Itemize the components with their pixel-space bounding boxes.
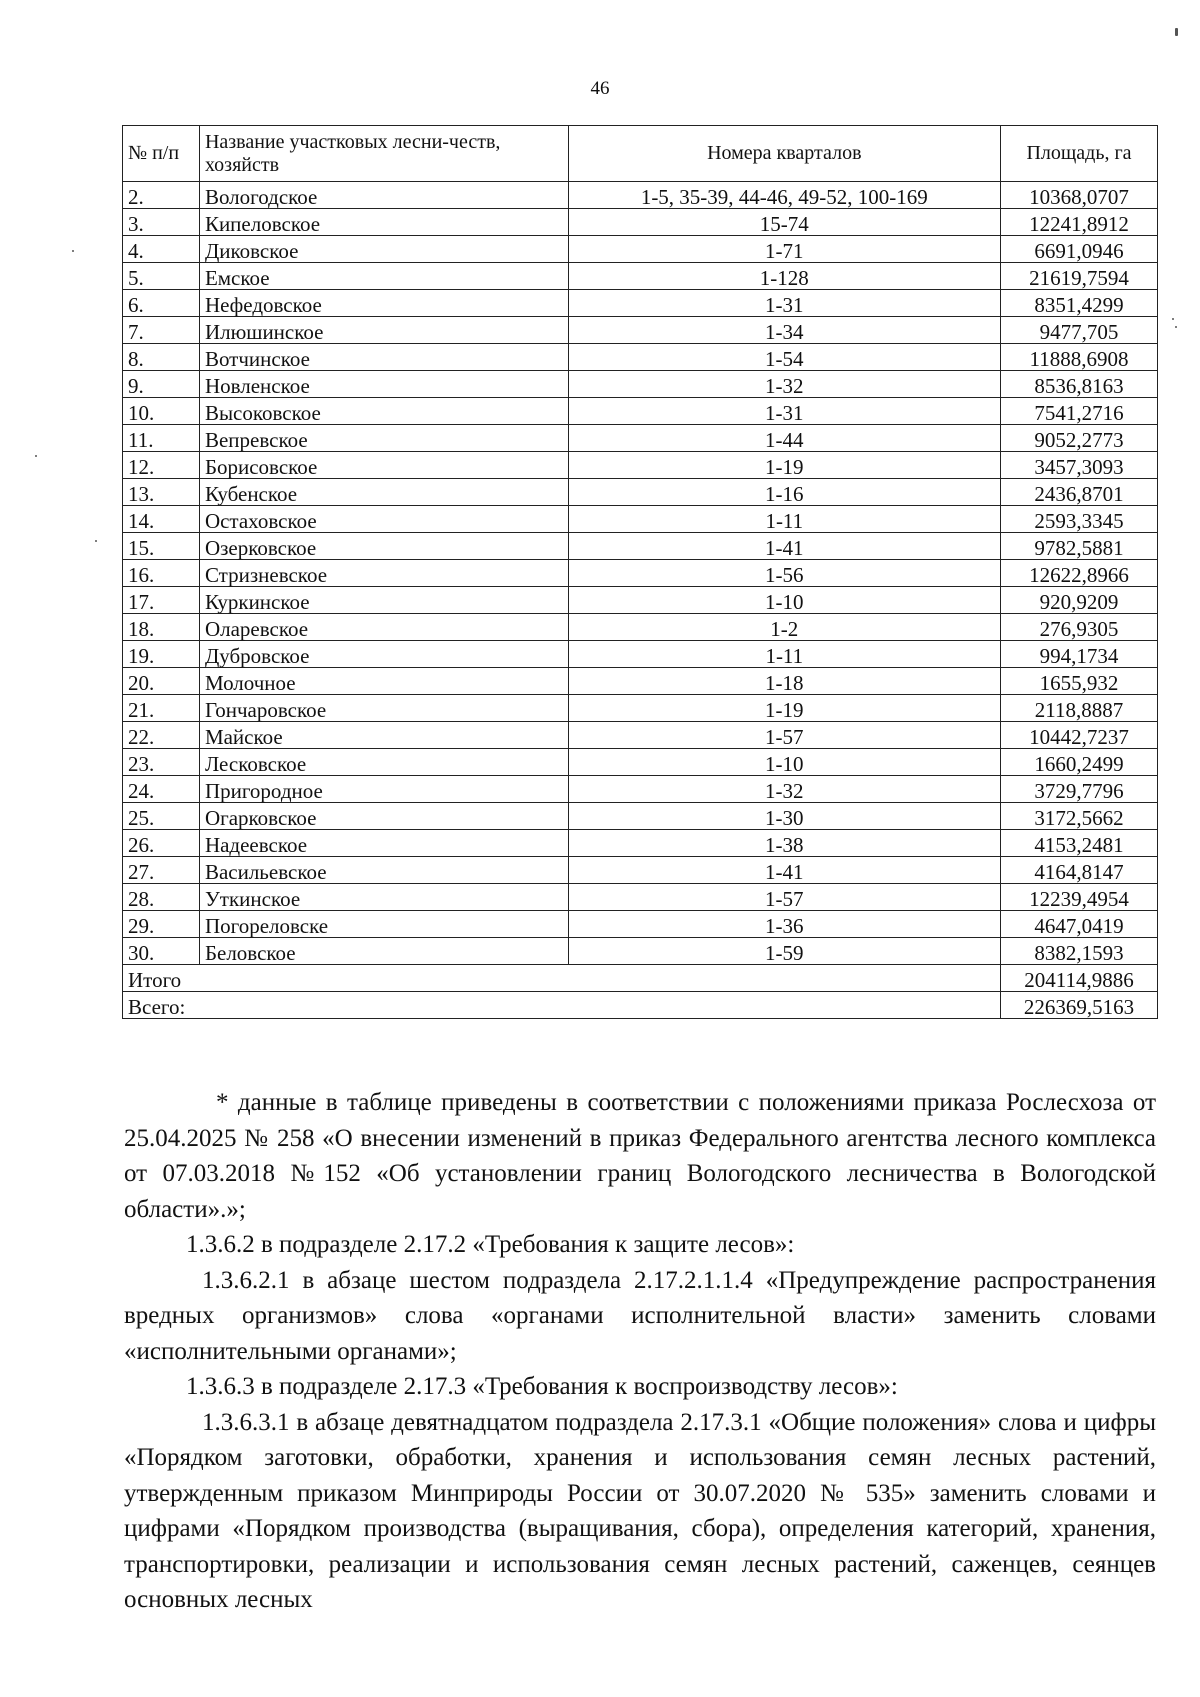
cell-quarters: 1-30	[568, 803, 1000, 830]
cell-name: Куркинское	[199, 587, 568, 614]
table-row	[123, 614, 1158, 641]
table-row	[123, 236, 1158, 263]
cell-quarters: 15-74	[568, 209, 1000, 236]
cell-name: Погореловске	[199, 911, 568, 938]
cell-quarters: 1-56	[568, 560, 1000, 587]
cell-num: 22.	[123, 722, 200, 749]
table-row	[123, 371, 1158, 398]
cell-name: Высоковское	[199, 398, 568, 425]
cell-num: 7.	[123, 317, 200, 344]
table-row	[123, 911, 1158, 938]
cell-num: 9.	[123, 371, 200, 398]
cell-num: 5.	[123, 263, 200, 290]
table-row	[123, 884, 1158, 911]
table-row	[123, 587, 1158, 614]
cell-quarters: 1-41	[568, 857, 1000, 884]
cell-num: 30.	[123, 938, 200, 965]
cell-quarters: 1-10	[568, 587, 1000, 614]
cell-num: 11.	[123, 425, 200, 452]
table-row	[123, 803, 1158, 830]
cell-name: Емское	[199, 263, 568, 290]
cell-quarters: 1-54	[568, 344, 1000, 371]
table-row	[123, 182, 1158, 209]
cell-quarters: 1-19	[568, 452, 1000, 479]
cell-area: 12239,4954	[1001, 884, 1158, 911]
cell-area: 2436,8701	[1001, 479, 1158, 506]
cell-name: Кубенское	[199, 479, 568, 506]
cell-num: 29.	[123, 911, 200, 938]
table-row	[123, 506, 1158, 533]
cell-quarters: 1-59	[568, 938, 1000, 965]
cell-num: 2.	[123, 182, 200, 209]
cell-name: Стризневское	[199, 560, 568, 587]
body-text	[124, 1085, 1156, 1618]
paragraph-1-3-6-2-1: 1.3.6.2.1 в абзаце шестом подраздела 2.17.2.1.1.4 «Предупреждение распространения вредных организмов» слова «органами исполнительной власти» заменить словами «исполнительными органами»;	[124, 1266, 1156, 1365]
cell-area: 9782,5881	[1001, 533, 1158, 560]
cell-num: 4.	[123, 236, 200, 263]
cell-num: 18.	[123, 614, 200, 641]
scan-speck	[1172, 318, 1174, 320]
cell-name: Дубровское	[199, 641, 568, 668]
cell-name: Уткинское	[199, 884, 568, 911]
table-row	[123, 344, 1158, 371]
table-row	[123, 668, 1158, 695]
cell-quarters: 1-44	[568, 425, 1000, 452]
cell-num: 14.	[123, 506, 200, 533]
table-row	[123, 209, 1158, 236]
cell-area: 3729,7796	[1001, 776, 1158, 803]
scan-speck	[95, 540, 97, 542]
cell-quarters: 1-38	[568, 830, 1000, 857]
cell-num: 27.	[123, 857, 200, 884]
cell-num: 26.	[123, 830, 200, 857]
cell-area: 2118,8887	[1001, 695, 1158, 722]
total-area: 204114,9886	[1001, 965, 1158, 992]
cell-quarters: 1-10	[568, 749, 1000, 776]
cell-area: 9052,2773	[1001, 425, 1158, 452]
total-area: 226369,5163	[1001, 992, 1158, 1019]
cell-name: Кипеловское	[199, 209, 568, 236]
cell-quarters: 1-2	[568, 614, 1000, 641]
header-name: Название участковых лесни-честв, хозяйств	[199, 126, 568, 182]
cell-quarters: 1-19	[568, 695, 1000, 722]
page-number: 46	[590, 78, 610, 99]
table-row	[123, 290, 1158, 317]
cell-area: 8382,1593	[1001, 938, 1158, 965]
cell-num: 23.	[123, 749, 200, 776]
cell-quarters: 1-32	[568, 371, 1000, 398]
cell-name: Надеевское	[199, 830, 568, 857]
cell-name: Озерковское	[199, 533, 568, 560]
cell-name: Вепревское	[199, 425, 568, 452]
scan-speck	[1175, 326, 1177, 328]
total-label: Всего:	[123, 992, 1001, 1019]
cell-num: 15.	[123, 533, 200, 560]
cell-quarters: 1-41	[568, 533, 1000, 560]
cell-num: 24.	[123, 776, 200, 803]
cell-num: 10.	[123, 398, 200, 425]
scan-speck	[35, 455, 37, 457]
footnote-paragraph: * данные в таблице приведены в соответствии с положениями приказа Рослесхоза от 25.04.2025 № 258 «О внесении изменений в приказ Федерального агентства лесного комплекса от 07.03.2018 №152 «Об установлении границ Вологодского лесничества в Вологодской области».»;	[124, 1089, 1156, 1223]
table-row	[123, 452, 1158, 479]
table-row	[123, 479, 1158, 506]
cell-quarters: 1-11	[568, 506, 1000, 533]
cell-quarters: 1-11	[568, 641, 1000, 668]
table-row	[123, 560, 1158, 587]
cell-quarters: 1-128	[568, 263, 1000, 290]
header-area: Площадь, га	[1001, 126, 1158, 182]
table-row	[123, 533, 1158, 560]
table-row	[123, 317, 1158, 344]
table-row	[123, 830, 1158, 857]
cell-name: Гончаровское	[199, 695, 568, 722]
cell-area: 12241,8912	[1001, 209, 1158, 236]
cell-area: 4153,2481	[1001, 830, 1158, 857]
cell-num: 16.	[123, 560, 200, 587]
table-row	[123, 641, 1158, 668]
cell-quarters: 1-36	[568, 911, 1000, 938]
cell-num: 28.	[123, 884, 200, 911]
table-row	[123, 749, 1158, 776]
cell-num: 12.	[123, 452, 200, 479]
table-row	[123, 776, 1158, 803]
cell-area: 10442,7237	[1001, 722, 1158, 749]
table-header-row	[123, 126, 1158, 182]
cell-name: Борисовское	[199, 452, 568, 479]
cell-quarters: 1-5, 35-39, 44-46, 49-52, 100-169	[568, 182, 1000, 209]
cell-area: 1660,2499	[1001, 749, 1158, 776]
cell-name: Беловское	[199, 938, 568, 965]
cell-area: 7541,2716	[1001, 398, 1158, 425]
cell-name: Пригородное	[199, 776, 568, 803]
table-row	[123, 722, 1158, 749]
paragraph-1-3-6-3-1: 1.3.6.3.1 в абзаце девятнадцатом подраздела 2.17.3.1 «Общие положения» слова и цифры «Порядком заготовки, обработки, хранения и использования семян лесных растений, утвержденным приказом Минприроды России от 30.07.2020 № 535» заменить словами и цифрами «Порядком производства (выращивания, сбора), определения категорий, хранения, транспортировки, реализации и использования семян лесных растений, саженцев, сеянцев основных лесных	[124, 1408, 1156, 1613]
cell-num: 17.	[123, 587, 200, 614]
cell-name: Новленское	[199, 371, 568, 398]
cell-num: 21.	[123, 695, 200, 722]
cell-area: 2593,3345	[1001, 506, 1158, 533]
table-row	[123, 938, 1158, 965]
cell-quarters: 1-57	[568, 884, 1000, 911]
total-label: Итого	[123, 965, 1001, 992]
cell-num: 8.	[123, 344, 200, 371]
cell-area: 12622,8966	[1001, 560, 1158, 587]
cell-area: 994,1734	[1001, 641, 1158, 668]
cell-area: 11888,6908	[1001, 344, 1158, 371]
cell-area: 6691,0946	[1001, 236, 1158, 263]
scan-speck	[1175, 28, 1178, 36]
cell-area: 9477,705	[1001, 317, 1158, 344]
cell-name: Майское	[199, 722, 568, 749]
cell-name: Васильевское	[199, 857, 568, 884]
cell-name: Оларевское	[199, 614, 568, 641]
header-num: № п/п	[123, 126, 200, 182]
cell-quarters: 1-32	[568, 776, 1000, 803]
header-quarters: Номера кварталов	[568, 126, 1000, 182]
table-body	[123, 182, 1158, 1019]
cell-area: 4647,0419	[1001, 911, 1158, 938]
cell-area: 276,9305	[1001, 614, 1158, 641]
cell-name: Вотчинское	[199, 344, 568, 371]
cell-quarters: 1-31	[568, 290, 1000, 317]
cell-num: 19.	[123, 641, 200, 668]
table-row	[123, 398, 1158, 425]
cell-area: 21619,7594	[1001, 263, 1158, 290]
cell-area: 920,9209	[1001, 587, 1158, 614]
cell-quarters: 1-34	[568, 317, 1000, 344]
cell-area: 8351,4299	[1001, 290, 1158, 317]
cell-area: 10368,0707	[1001, 182, 1158, 209]
cell-name: Диковское	[199, 236, 568, 263]
cell-num: 25.	[123, 803, 200, 830]
cell-quarters: 1-16	[568, 479, 1000, 506]
paragraph-1-3-6-2: 1.3.6.2 в подразделе 2.17.2 «Требования к защите лесов»:	[186, 1231, 795, 1258]
cell-area: 8536,8163	[1001, 371, 1158, 398]
cell-area: 4164,8147	[1001, 857, 1158, 884]
cell-name: Нефедовское	[199, 290, 568, 317]
cell-num: 3.	[123, 209, 200, 236]
cell-num: 13.	[123, 479, 200, 506]
cell-quarters: 1-31	[568, 398, 1000, 425]
table-row	[123, 857, 1158, 884]
table-total-row	[123, 965, 1158, 992]
cell-name: Остаховское	[199, 506, 568, 533]
cell-name: Лесковское	[199, 749, 568, 776]
table-row	[123, 425, 1158, 452]
cell-name: Огарковское	[199, 803, 568, 830]
cell-area: 3457,3093	[1001, 452, 1158, 479]
cell-name: Вологодское	[199, 182, 568, 209]
table-row	[123, 263, 1158, 290]
table-row	[123, 695, 1158, 722]
cell-num: 6.	[123, 290, 200, 317]
cell-quarters: 1-57	[568, 722, 1000, 749]
table-total-row	[123, 992, 1158, 1019]
cell-name: Илюшинское	[199, 317, 568, 344]
cell-area: 1655,932	[1001, 668, 1158, 695]
cell-area: 3172,5662	[1001, 803, 1158, 830]
paragraph-1-3-6-3: 1.3.6.3 в подразделе 2.17.3 «Требования к воспроизводству лесов»:	[186, 1373, 898, 1400]
cell-quarters: 1-18	[568, 668, 1000, 695]
cell-name: Молочное	[199, 668, 568, 695]
scan-speck	[72, 250, 74, 252]
cell-num: 20.	[123, 668, 200, 695]
cell-quarters: 1-71	[568, 236, 1000, 263]
forestry-table	[122, 125, 1158, 1019]
